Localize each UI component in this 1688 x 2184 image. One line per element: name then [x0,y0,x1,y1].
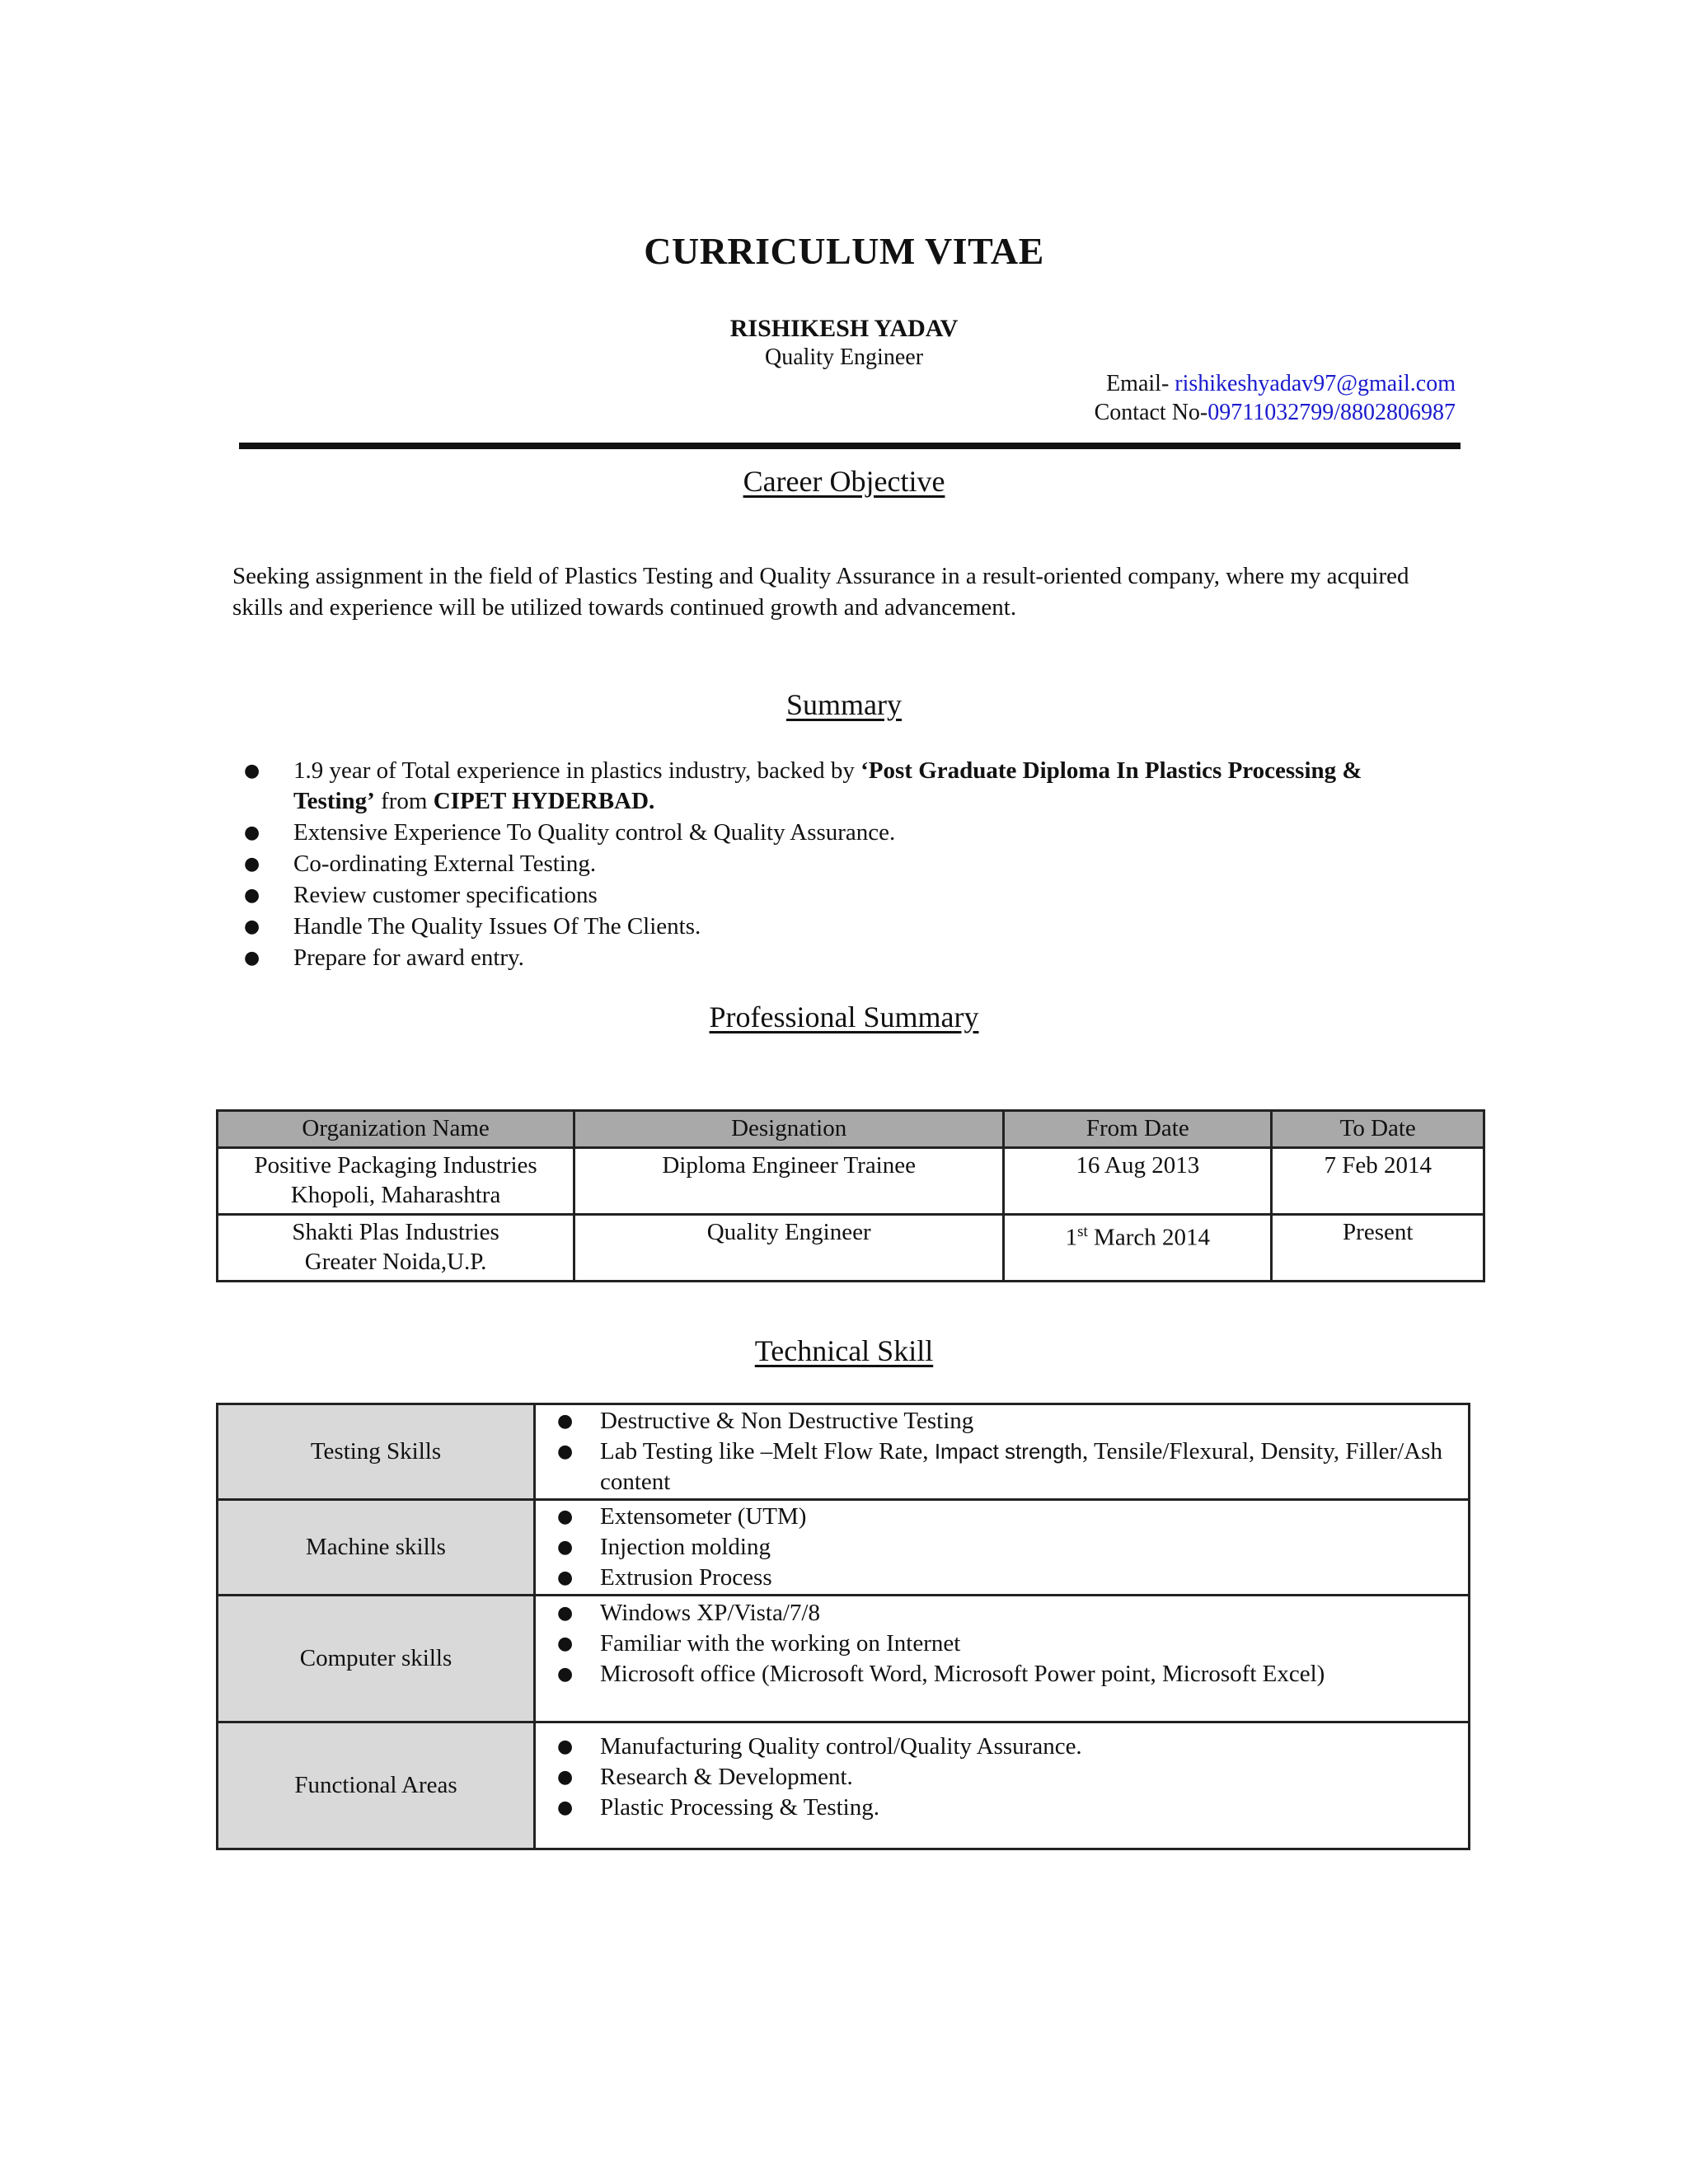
list-item: ● Microsoft office (Microsoft Word, Microsoft Power point, Microsoft Excel) [557,1659,1458,1690]
list-item: ● Extensometer (UTM) [557,1502,1458,1532]
table-row [218,1722,1470,1849]
bullet-icon: ● [557,1603,574,1624]
contact-label: Contact No- [1094,400,1208,425]
contact-number: 09711032799/8802806987 [1207,400,1456,425]
table-row [218,1148,1484,1215]
organization-cell: Shakti Plas Industries Greater Noida,U.P. [218,1215,574,1282]
list-item: ● Injection molding [557,1532,1458,1563]
candidate-role: Quality Engineer [764,344,924,370]
document-title: CURRICULUM VITAE [644,230,1044,272]
from-date-cell: 16 Aug 2013 [1004,1148,1272,1215]
contact-line [1095,400,1456,426]
column-header: Designation [574,1111,1004,1148]
column-header: Organization Name [218,1111,574,1148]
skill-category: Machine skills [218,1500,535,1596]
bullet-icon: ● [244,948,260,968]
bullet-icon: ● [557,1568,574,1588]
bullet-icon: ● [557,1411,574,1432]
summary-item: ● Extensive Experience To Quality control & Quality Assurance. [244,818,1447,848]
list-item: ● Plastic Processing & Testing. [557,1793,1458,1823]
summary-item: ● 1.9 year of Total experience in plastics industry, backed by ‘Post Graduate Diploma In Plastics Processing & Testing’ from CIPET HYDERBAD. [244,757,1362,814]
table-header-row [218,1111,1484,1148]
career-objective-text: Seeking assignment in the field of Plastics Testing and Quality Assurance in a result-oriented company, where my acquired skills and experience will be utilized towards continued growth and advancement. [232,563,1409,621]
skill-list [557,1406,1458,1497]
from-date-cell: 1st March 2014 [1004,1215,1272,1282]
bullet-icon: ● [244,823,260,843]
skill-list [557,1732,1458,1823]
summary-heading: Summary [786,688,902,721]
bullet-icon: ● [244,885,260,906]
email-label: Email- [1106,371,1175,396]
to-date-cell: 7 Feb 2014 [1272,1148,1484,1215]
skill-items [535,1596,1470,1722]
table-row [218,1596,1470,1722]
bullet-icon: ● [244,761,260,781]
skill-list [557,1502,1458,1593]
table-row [218,1500,1470,1596]
list-item: ● Manufacturing Quality control/Quality Assurance. [557,1732,1458,1762]
professional-summary-heading: Professional Summary [709,1001,979,1033]
column-header: To Date [1272,1111,1484,1148]
table-row [218,1404,1470,1500]
list-item: ● Destructive & Non Destructive Testing [557,1406,1458,1436]
email-link[interactable]: rishikeshyadav97@gmail.com [1175,371,1456,396]
skill-category: Computer skills [218,1596,535,1722]
bullet-icon: ● [557,1507,574,1527]
bullet-icon: ● [557,1633,574,1654]
candidate-name: RISHIKESH YADAV [729,315,959,342]
summary-item: ● Handle The Quality Issues Of The Clients. [244,912,1447,942]
skill-category: Testing Skills [218,1404,535,1500]
summary-list [244,756,1447,974]
bullet-icon: ● [244,854,260,874]
list-item: ● Extrusion Process [557,1563,1458,1593]
organization-cell: Positive Packaging Industries Khopoli, Maharashtra [218,1148,574,1215]
column-header: From Date [1004,1111,1272,1148]
skill-category: Functional Areas [218,1722,535,1849]
career-objective-heading: Career Objective [743,465,945,498]
designation-cell: Diploma Engineer Trainee [574,1148,1004,1215]
technical-skill-table [216,1403,1470,1850]
list-item: ● Windows XP/Vista/7/8 [557,1598,1458,1629]
technical-skill-heading: Technical Skill [754,1334,934,1367]
summary-item: ● Review customer specifications [244,880,1447,911]
list-item: ● Lab Testing like –Melt Flow Rate, Impact strength, Tensile/Flexural, Density, Filler/Ash content [557,1438,1442,1495]
header-divider [239,443,1461,449]
list-item: ● Research & Development. [557,1762,1458,1793]
professional-summary-table [216,1109,1485,1282]
bullet-icon: ● [557,1537,574,1558]
summary-item: ● Prepare for award entry. [244,943,1447,973]
bullet-icon: ● [557,1664,574,1685]
bullet-icon: ● [557,1797,574,1818]
list-item: ● Familiar with the working on Internet [557,1629,1458,1659]
designation-cell: Quality Engineer [574,1215,1004,1282]
bullet-icon: ● [244,916,260,937]
summary-item: ● Co-ordinating External Testing. [244,849,1447,879]
bullet-icon: ● [557,1767,574,1788]
to-date-cell: Present [1272,1215,1484,1282]
skill-list [557,1598,1458,1690]
bullet-icon: ● [557,1736,574,1757]
skill-items [535,1722,1470,1849]
bullet-icon: ● [557,1441,574,1462]
email-line [1106,371,1456,397]
skill-items [535,1500,1470,1596]
skill-items [535,1404,1470,1500]
table-row [218,1215,1484,1282]
